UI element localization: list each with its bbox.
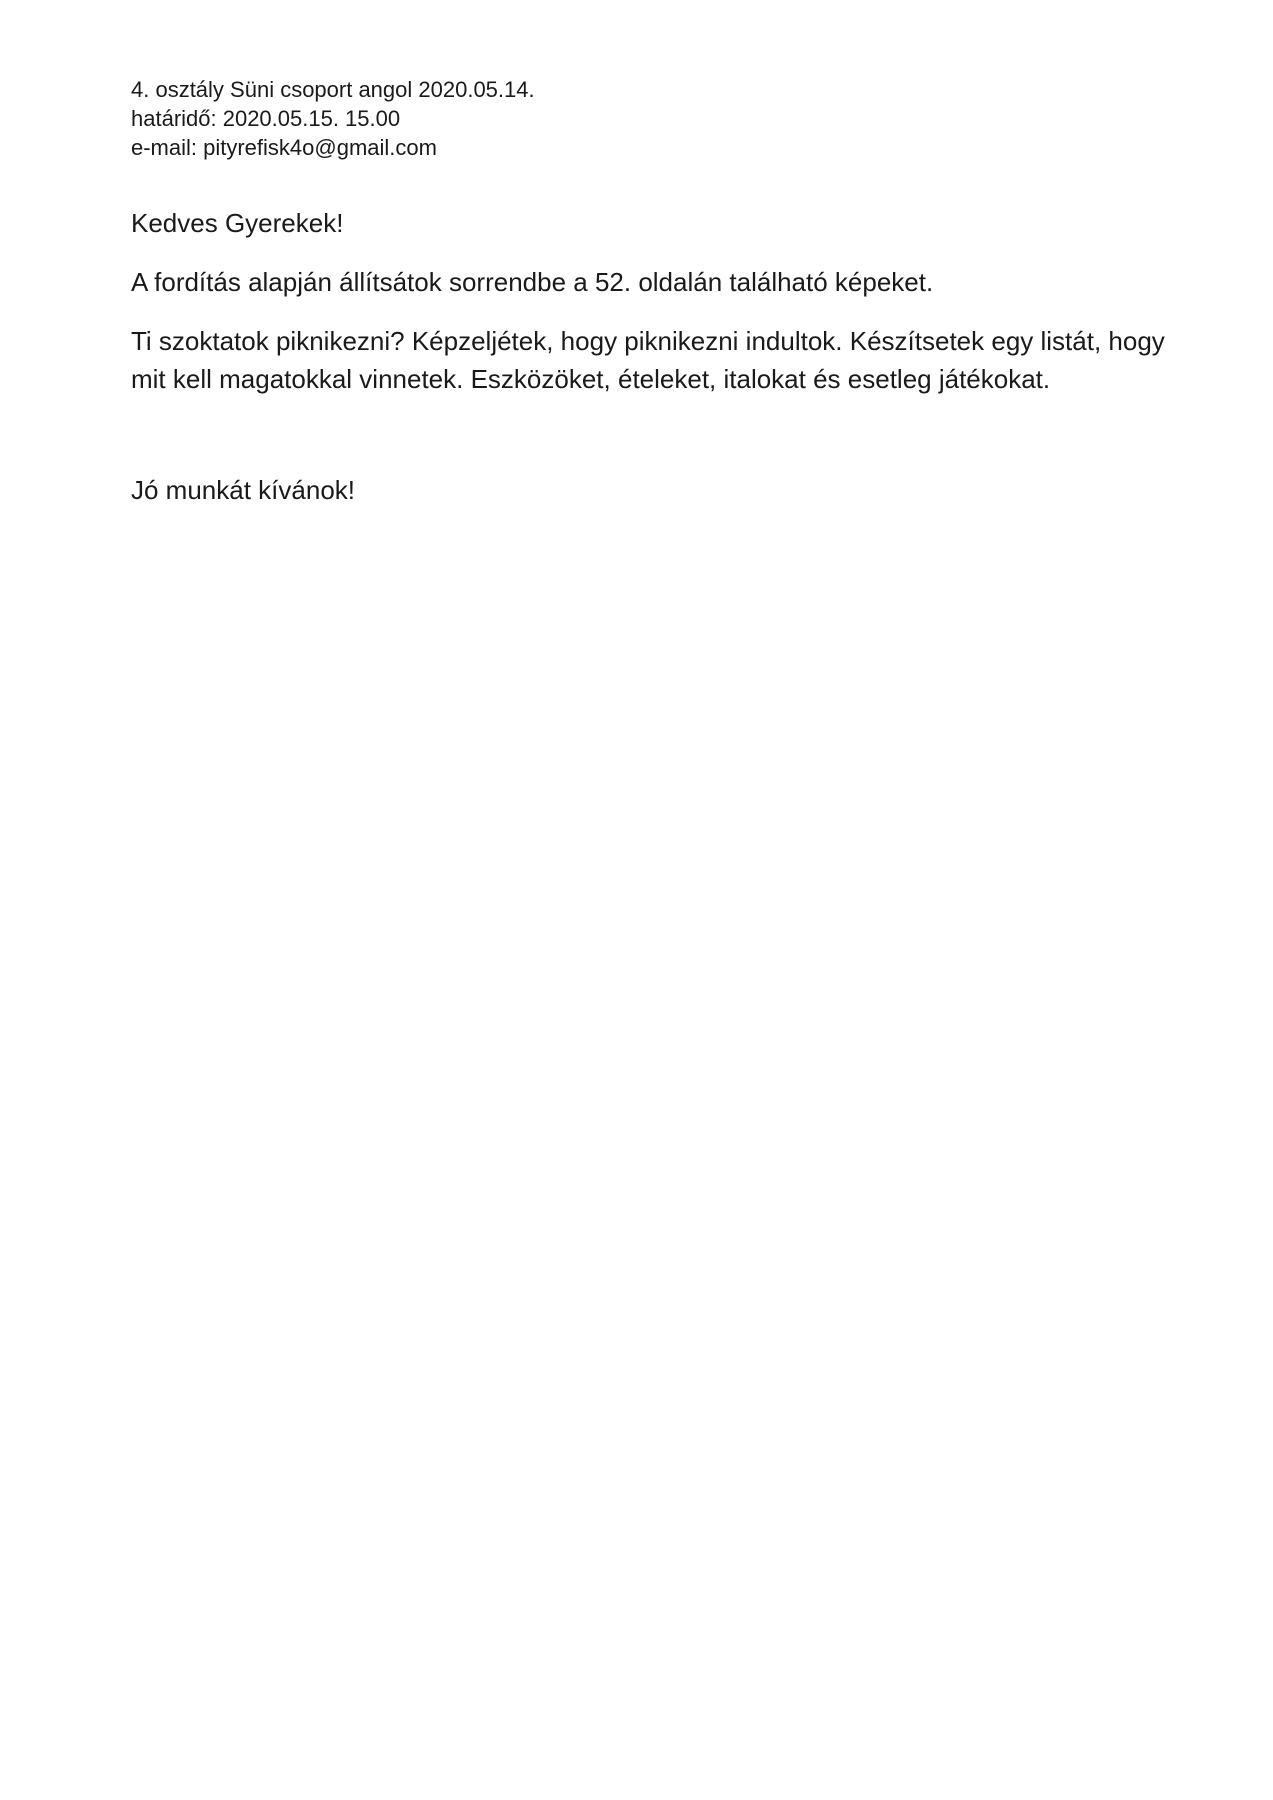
document-content	[0, 0, 1273, 530]
task-paragraph-1: A fordítás alapján állítsátok sorrendbe a 52. oldalán található képeket.	[131, 267, 934, 297]
header-email-line: e-mail: pityrefisk4o@gmail.com	[131, 135, 437, 160]
closing-text: Jó munkát kívánok!	[131, 475, 355, 505]
task-paragraph-2: Ti szoktatok piknikezni? Képzeljétek, hogy piknikezni indultok. Készítsetek egy listát, hogy mit kell magatokkal vinnetek. Eszközöket, ételeket, italokat és esetleg játékokat.	[131, 326, 1165, 394]
header-deadline-line: határidő: 2020.05.15. 15.00	[131, 106, 401, 131]
greeting-text: Kedves Gyerekek!	[131, 208, 344, 238]
document-header	[131, 75, 1171, 162]
header-class-line: 4. osztály Süni csoport angol 2020.05.14.	[131, 77, 535, 102]
